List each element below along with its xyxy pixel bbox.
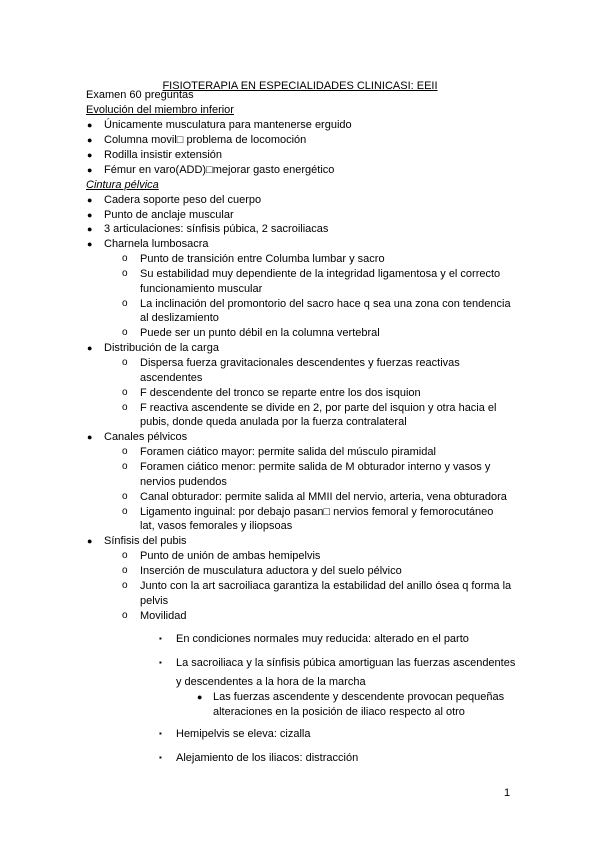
list-item: Cadera soporte peso del cuerpo	[104, 194, 262, 206]
list-item-continuation: alteraciones en la posición de iliaco respecto al otro	[213, 706, 465, 718]
heading-cintura: Cintura pélvica	[86, 179, 159, 191]
list-item: Fémur en varo(ADD)□mejorar gasto energético	[104, 164, 335, 176]
bullet: o	[122, 253, 128, 264]
list-item: Punto de unión de ambas hemipelvis	[140, 550, 321, 562]
bullet: ▪	[159, 634, 162, 643]
list-item-continuation: nervios pudendos	[140, 476, 227, 488]
bullet: ●	[87, 343, 93, 353]
list-item: En condiciones normales muy reducida: alterado en el parto	[176, 633, 469, 645]
list-item: Punto de anclaje muscular	[104, 209, 234, 221]
bullet: ●	[87, 120, 93, 130]
list-item: Canales pélvicos	[104, 431, 188, 443]
list-item-continuation: pelvis	[140, 595, 169, 607]
bullet: o	[122, 491, 128, 502]
bullet: o	[122, 446, 128, 457]
list-item: Rodilla insistir extensión	[104, 149, 222, 161]
list-item: Foramen ciático mayor: permite salida del músculo piramidal	[140, 446, 436, 458]
list-item-continuation: pubis, donde queda anulada por la fuerza contralateral	[140, 416, 407, 428]
bullet: ●	[87, 239, 93, 249]
list-item: Inserción de musculatura aductora y del suelo pélvico	[140, 565, 402, 577]
exam-info: Examen 60 preguntas	[86, 89, 194, 101]
list-item: Ligamento inguinal: por debajo pasan□ nervios femoral y femorocutáneo	[140, 506, 494, 518]
bullet: ●	[87, 432, 93, 442]
bullet: ●	[87, 195, 93, 205]
bullet: ●	[87, 210, 93, 220]
list-item-continuation: al deslizamiento	[140, 312, 219, 324]
list-item: Alejamiento de los iliacos: distracción	[176, 752, 359, 764]
list-item: F reactiva ascendente se divide en 2, por parte del isquion y otra hacia el	[140, 402, 497, 414]
bullet: o	[122, 580, 128, 591]
bullet: ●	[87, 150, 93, 160]
list-item: La inclinación del promontorio del sacro hace q sea una zona con tendencia	[140, 298, 511, 310]
bullet: o	[122, 268, 128, 279]
list-item: Foramen ciático menor: permite salida de M obturador interno y vasos y	[140, 461, 491, 473]
bullet: o	[122, 550, 128, 561]
bullet: ●	[197, 692, 203, 702]
list-item: Punto de transición entre Columba lumbar y sacro	[140, 253, 385, 265]
list-item: Columna movil□ problema de locomoción	[104, 134, 307, 146]
list-item: Movilidad	[140, 610, 187, 622]
bullet: ●	[87, 165, 93, 175]
page-number: 1	[504, 787, 511, 799]
bullet: ▪	[159, 729, 162, 738]
bullet: o	[122, 357, 128, 368]
list-item: Puede ser un punto débil en la columna vertebral	[140, 327, 380, 339]
list-item: Distribución de la carga	[104, 342, 219, 354]
bullet: o	[122, 610, 128, 621]
list-item-continuation: lat, vasos femorales y iliopsoas	[140, 520, 293, 532]
list-item-continuation: ascendentes	[140, 372, 203, 384]
list-item: Charnela lumbosacra	[104, 238, 209, 250]
list-item: Canal obturador: permite salida al MMII del nervio, arteria, vena obturadora	[140, 491, 507, 503]
bullet: o	[122, 327, 128, 338]
bullet: ●	[87, 135, 93, 145]
list-item: Hemipelvis se eleva: cizalla	[176, 728, 311, 740]
list-item-continuation: y descendentes a la hora de la marcha	[176, 676, 366, 688]
list-item: Las fuerzas ascendente y descendente provocan pequeñas	[213, 691, 505, 703]
bullet: o	[122, 298, 128, 309]
list-item: F descendente del tronco se reparte entre los dos isquion	[140, 387, 421, 399]
list-item: Su estabilidad muy dependiente de la integridad ligamentosa y el correcto	[140, 268, 501, 280]
list-item: 3 articulaciones: sínfisis púbica, 2 sacroiliacas	[104, 223, 329, 235]
list-item: Sínfisis del pubis	[104, 535, 187, 547]
bullet: o	[122, 402, 128, 413]
document-title: FISIOTERAPIA EN ESPECIALIDADES CLINICASI: EEII	[162, 80, 438, 92]
bullet: o	[122, 506, 128, 517]
list-item: Dispersa fuerza gravitacionales descendentes y fuerzas reactivas	[140, 357, 460, 369]
heading-evolucion: Evolución del miembro inferior	[86, 104, 234, 116]
list-item-continuation: funcionamiento muscular	[140, 283, 263, 295]
bullet: ●	[87, 224, 93, 234]
bullet: ▪	[159, 658, 162, 667]
bullet: o	[122, 461, 128, 472]
bullet: ●	[87, 536, 93, 546]
list-item: Únicamente musculatura para mantenerse erguido	[104, 119, 352, 131]
bullet: o	[122, 387, 128, 398]
list-item: Junto con la art sacroiliaca garantiza la estabilidad del anillo ósea q forma la	[140, 580, 512, 592]
bullet: o	[122, 565, 128, 576]
list-item: La sacroiliaca y la sínfisis púbica amortiguan las fuerzas ascendentes	[176, 657, 516, 669]
bullet: ▪	[159, 753, 162, 762]
